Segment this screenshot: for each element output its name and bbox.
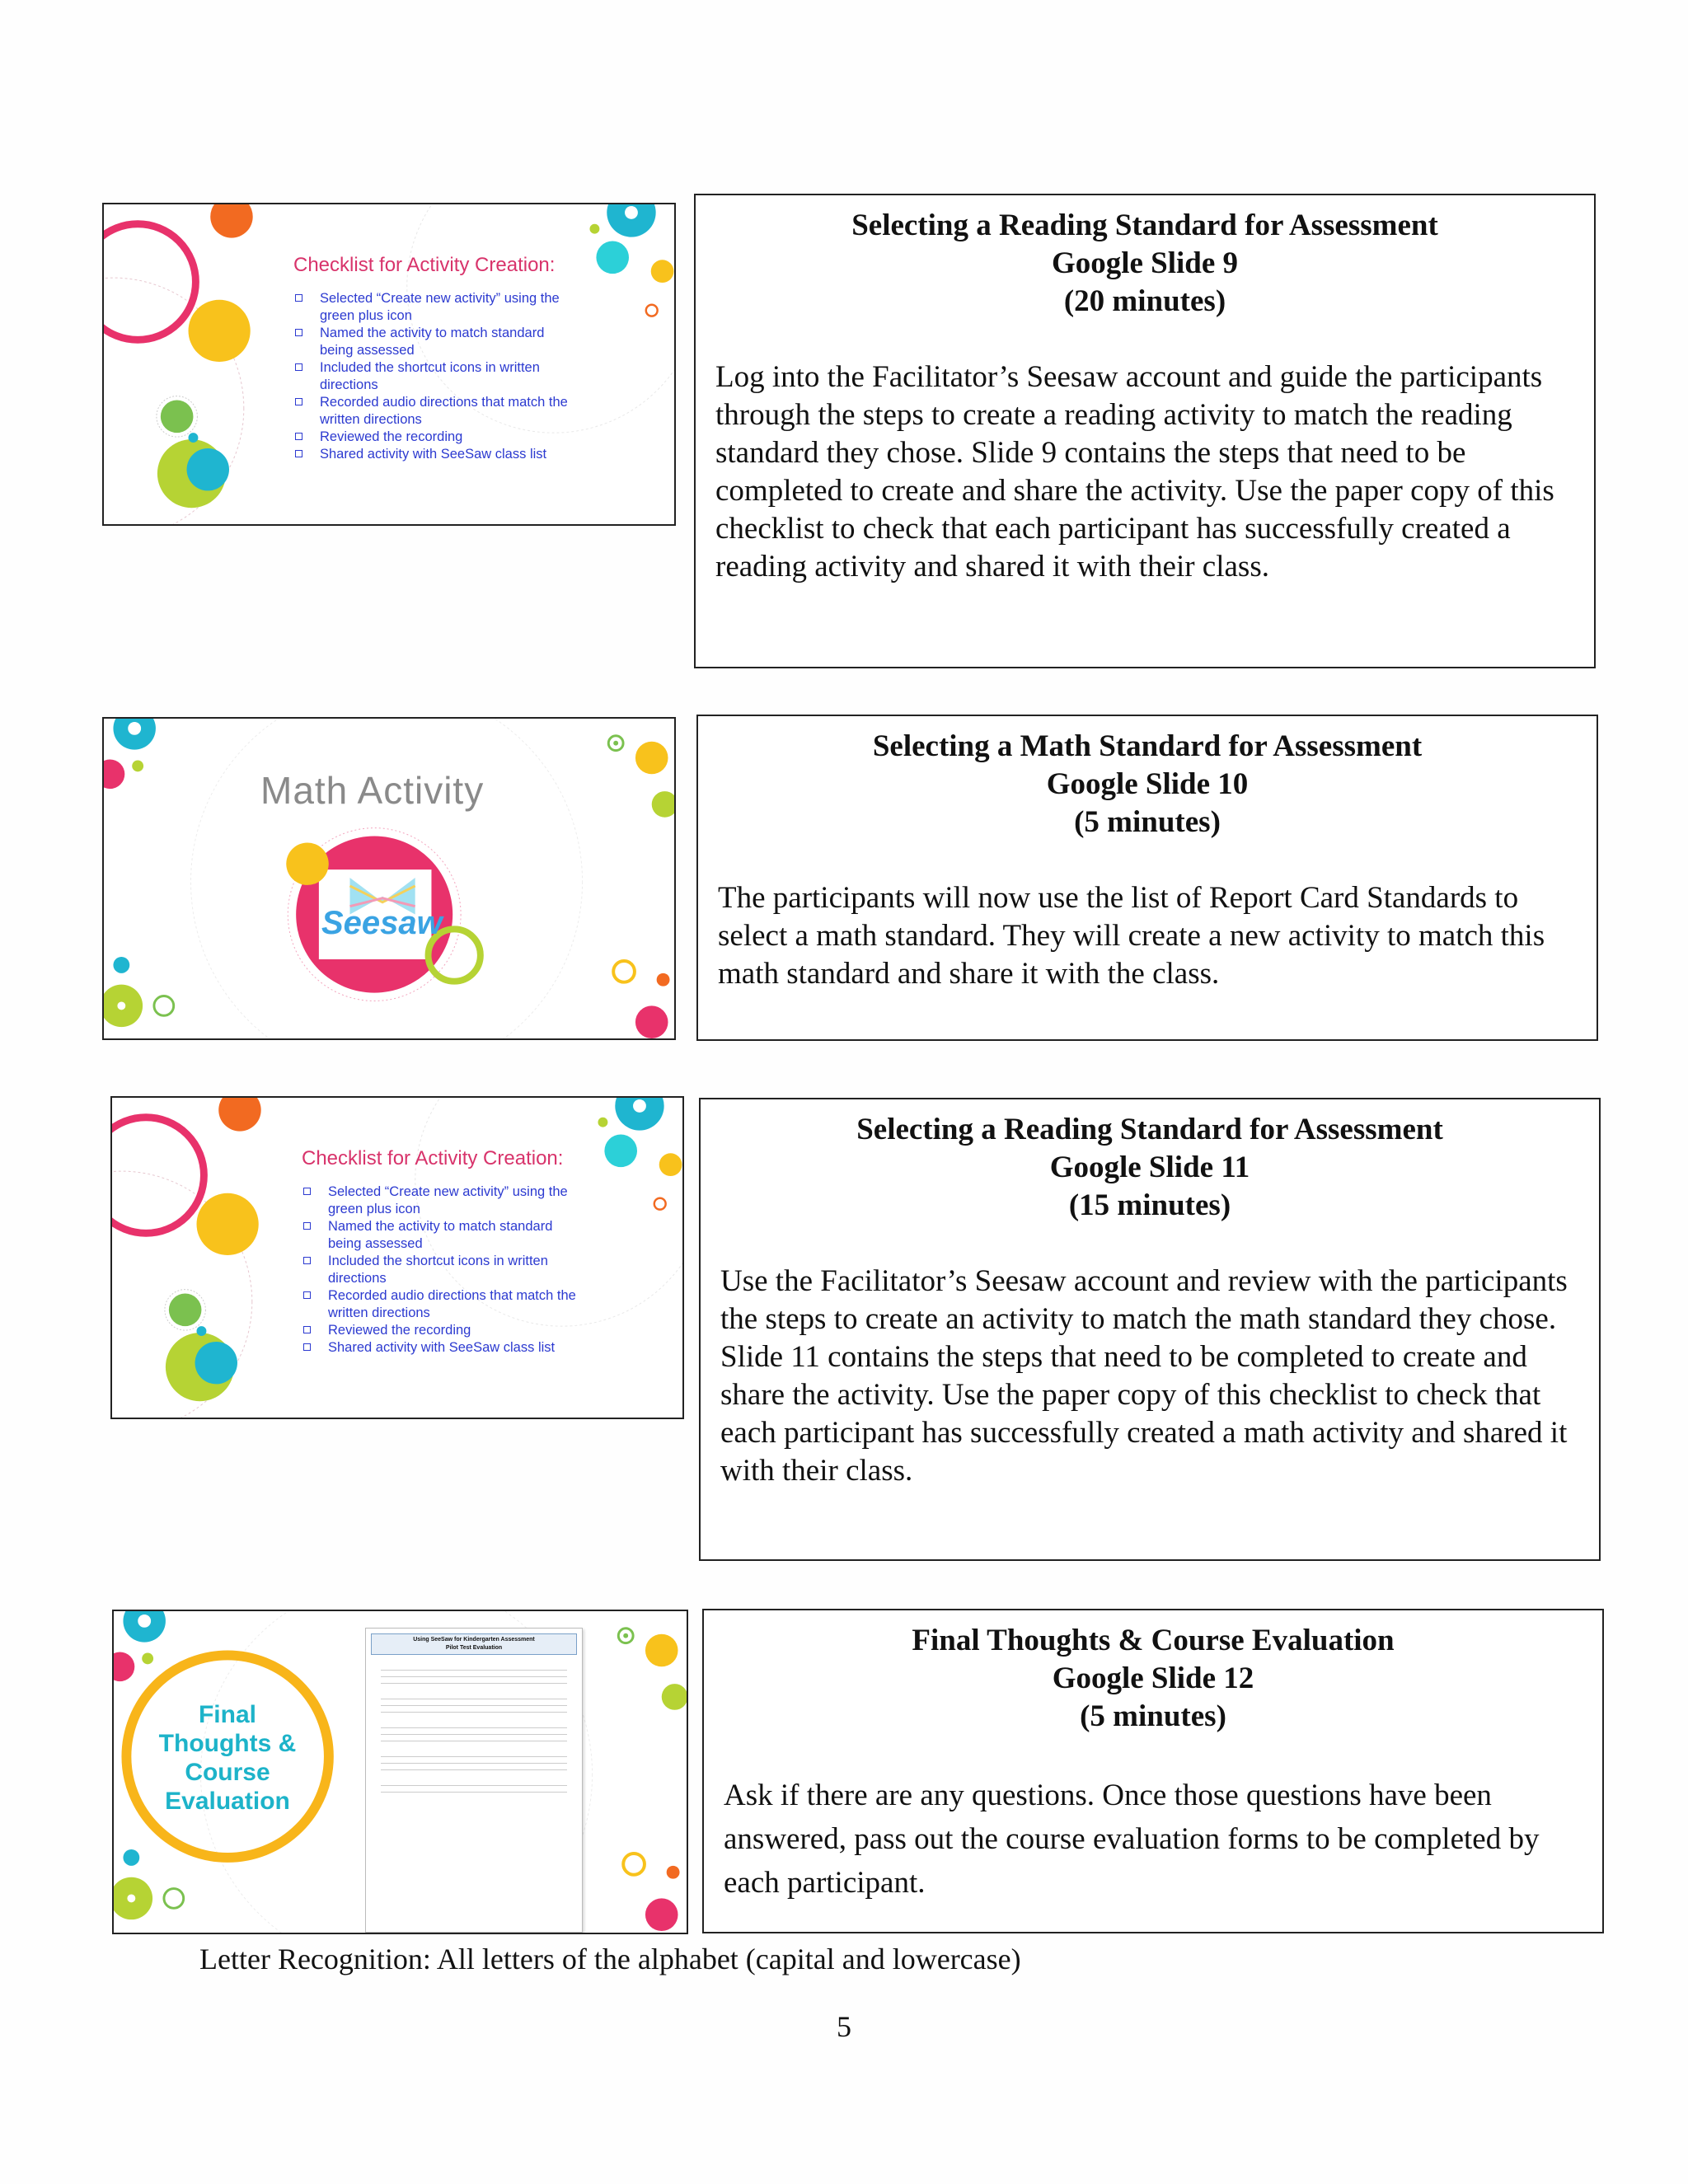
eval-slide-title: Final Thoughts & Course Evaluation <box>158 1701 297 1815</box>
checklist-item: Shared activity with SeeSaw class list <box>295 446 575 463</box>
section-body: Use the Facilitator’s Seesaw account and review with the participants the steps to create an activity to match the math standard they chose. Slide 11 contains the steps that need to be completed to create and share the activity. Use the paper copy of this checklist to check that each participant has successfully created a math activity and shared it with their class. <box>720 1264 1568 1488</box>
checklist-item: Named the activity to match standard being assessed <box>295 325 575 359</box>
checklist-item: Selected “Create new activity” using the green plus icon <box>303 1183 584 1218</box>
checklist-list <box>303 1183 584 1357</box>
section-slide-ref: Google Slide 9 <box>1051 246 1239 280</box>
checklist-item: Reviewed the recording <box>303 1322 584 1339</box>
math-slide-title: Math Activity <box>260 769 485 812</box>
evaluation-form-title: Using SeeSaw for Kindergarten Assessment Pilot Test Evaluation <box>371 1633 577 1655</box>
checklist-item: Named the activity to match standard being assessed <box>303 1218 584 1253</box>
section-duration: (5 minutes) <box>1080 1699 1226 1733</box>
section-slide-ref: Google Slide 11 <box>1049 1151 1250 1184</box>
slide-10-decorations <box>104 719 674 1038</box>
section-slide-12-box <box>702 1609 1604 1933</box>
slide-12-thumbnail <box>112 1610 688 1934</box>
footer-note: Letter Recognition: All letters of the alphabet (capital and lowercase) <box>199 1943 1021 1975</box>
section-duration: (15 minutes) <box>1068 1188 1231 1222</box>
page-number: 5 <box>837 2010 851 2043</box>
section-duration: (20 minutes) <box>1063 284 1226 318</box>
checklist-item: Reviewed the recording <box>295 429 575 446</box>
section-slide-9-box <box>694 194 1596 668</box>
slide-9-thumbnail <box>102 203 676 526</box>
checklist-item: Recorded audio directions that match the written directions <box>303 1287 584 1322</box>
checklist-item: Selected “Create new activity” using the green plus icon <box>295 290 575 325</box>
section-body: Log into the Facilitator’s Seesaw account and guide the participants through the steps to create a reading activity to match the reading standard they chose. Slide 9 contains the steps that need to be completed to create and share the activity. Use the paper copy of this checklist to check that each participant has successfully created a reading activity and shared it with their class. <box>715 360 1554 583</box>
section-body: The participants will now use the list of Report Card Standards to select a math standard. They will create a new activity to match this math standard and share it with the class. <box>718 881 1545 991</box>
section-heading: Selecting a Reading Standard for Assessment <box>856 1113 1443 1146</box>
checklist-title: Checklist for Activity Creation: <box>293 254 556 276</box>
section-slide-ref: Google Slide 12 <box>1052 1661 1254 1695</box>
section-slide-11-box <box>699 1098 1601 1561</box>
checklist-item: Shared activity with SeeSaw class list <box>303 1339 584 1357</box>
checklist-item: Recorded audio directions that match the written directions <box>295 394 575 429</box>
slide-10-thumbnail <box>102 717 676 1040</box>
section-heading: Selecting a Reading Standard for Assessment <box>851 209 1438 242</box>
evaluation-form-preview <box>365 1628 583 1933</box>
section-heading: Selecting a Math Standard for Assessment <box>872 729 1423 763</box>
checklist-item: Included the shortcut icons in written directions <box>303 1253 584 1287</box>
section-body: Ask if there are any questions. Once those questions have been answered, pass out the course evaluation forms to be completed by each participant. <box>724 1779 1540 1900</box>
seesaw-logo: Seesaw <box>321 905 443 941</box>
checklist-title: Checklist for Activity Creation: <box>302 1147 564 1169</box>
slide-11-thumbnail <box>110 1096 684 1419</box>
section-duration: (5 minutes) <box>1074 805 1221 839</box>
section-heading: Final Thoughts & Course Evaluation <box>912 1624 1395 1657</box>
section-slide-ref: Google Slide 10 <box>1046 767 1249 801</box>
checklist-list <box>295 290 575 463</box>
section-slide-10-box <box>696 715 1598 1041</box>
checklist-item: Included the shortcut icons in written directions <box>295 359 575 394</box>
